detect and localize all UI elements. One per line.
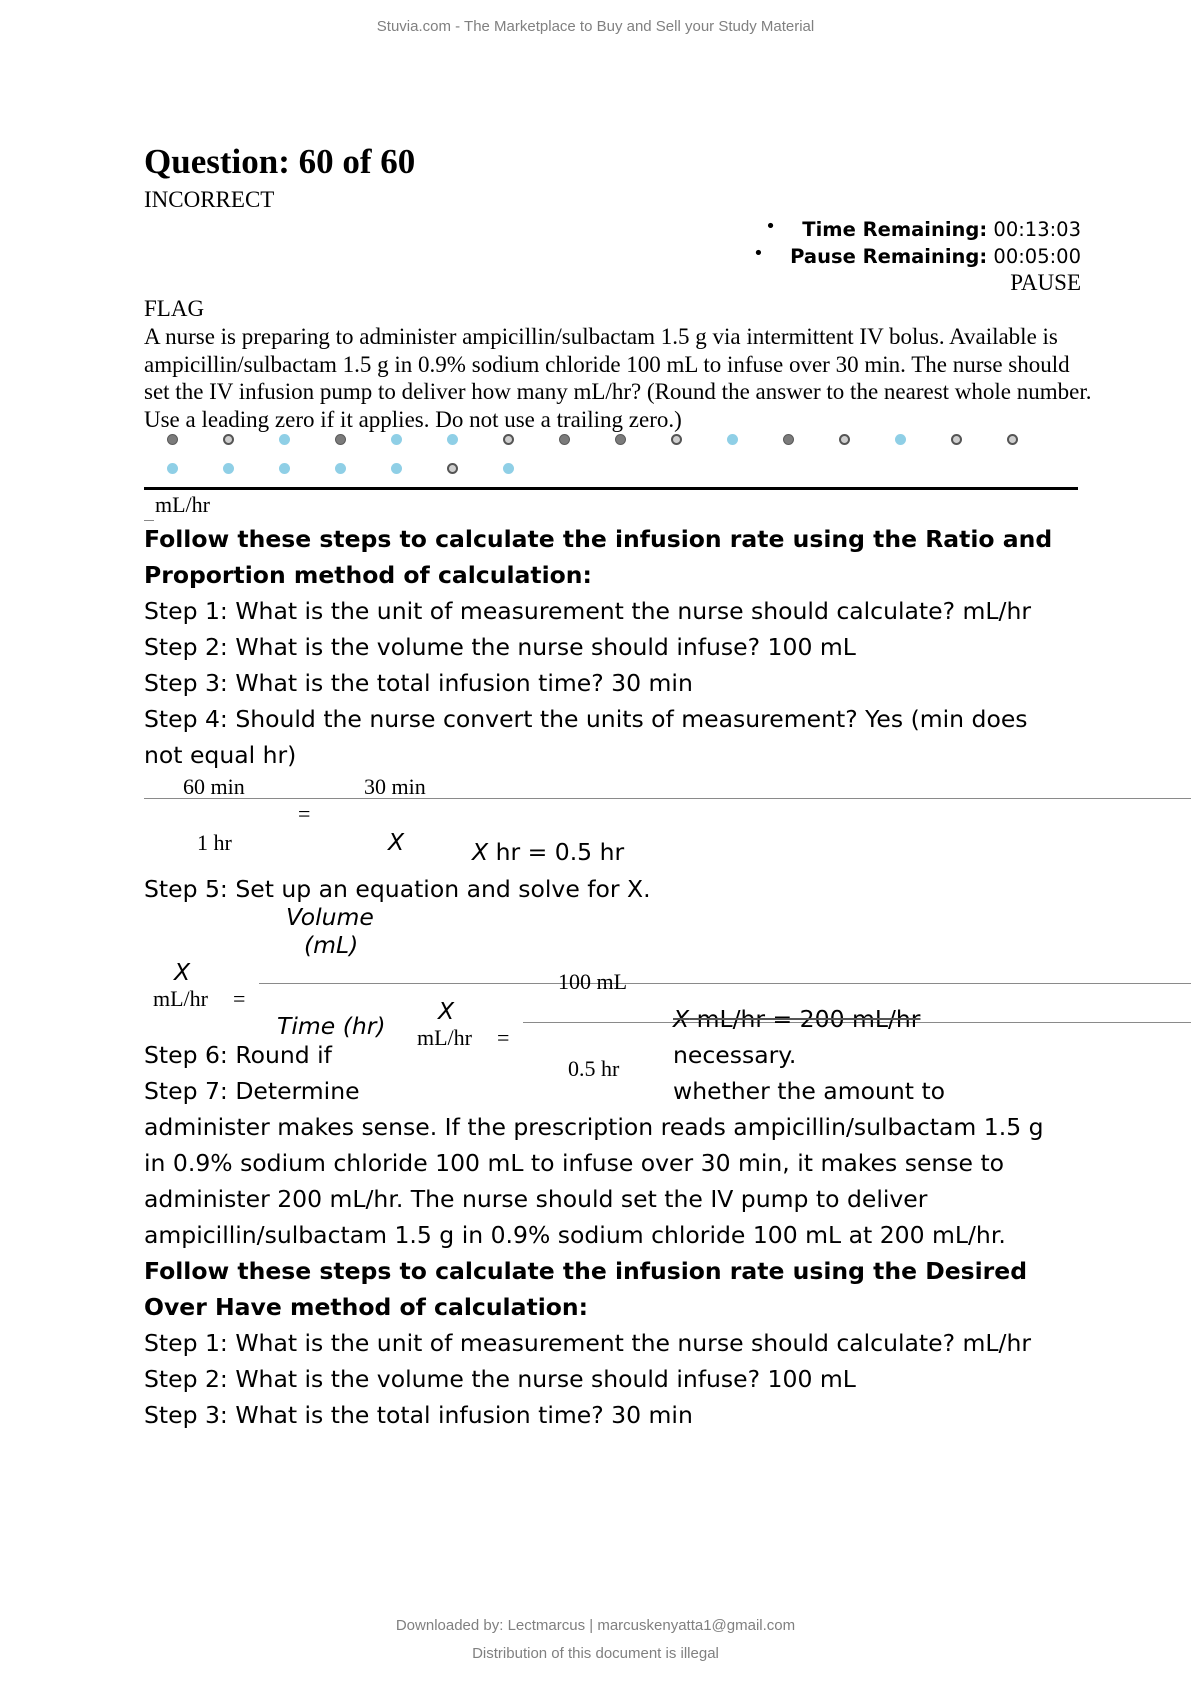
question-nav-dot[interactable] [391,434,402,445]
flag-button[interactable]: FLAG [144,296,205,321]
ratio-step-7-cont: whether the amount to [673,1077,946,1105]
desired-step-1: Step 1: What is the unit of measurement the nurse should calculate? mL/hr [144,1329,1031,1357]
equation-numerator: 100 mL [558,969,628,994]
question-nav-dot[interactable] [727,434,738,445]
ratio-step-7: Step 7: Determine [144,1077,360,1105]
question-nav-dot[interactable] [223,463,234,474]
ratio-heading-2: Proportion method of calculation: [144,561,592,589]
conversion-result-text: hr = 0.5 hr [488,838,625,866]
question-nav-dot[interactable] [279,463,290,474]
question-nav-dot[interactable] [167,463,178,474]
conversion-denominator-left: 1 hr [197,830,232,855]
ratio-step-6-cont: necessary. [673,1041,797,1069]
fraction-rule [144,798,1191,799]
answer-unit: mL/hr [155,492,210,517]
bullet-icon: • [765,216,776,237]
ratio-step-4: Step 4: Should the nurse convert the units of measurement? Yes (min does [144,705,1028,733]
equation-time: Time (hr) [277,1012,386,1040]
conversion-numerator-right: 30 min [364,774,426,799]
time-remaining [765,216,1081,241]
question-nav-dot[interactable] [335,463,346,474]
equation-unit-2: mL/hr [417,1025,472,1050]
question-nav-dot[interactable] [671,434,682,445]
pause-remaining-value: 00:05:00 [993,245,1081,268]
ratio-step-7-line-4: administer 200 mL/hr. The nurse should set the IV pump to deliver [144,1185,928,1213]
answer-marker [144,517,154,521]
equation-volume: Volume [286,903,374,931]
equation-equals-1: = [233,986,246,1011]
ratio-heading-1: Follow these steps to calculate the infusion rate using the Ratio and [144,525,1053,553]
question-nav-dot[interactable] [559,434,570,445]
question-nav-dot[interactable] [951,434,962,445]
distribution-notice: Distribution of this document is illegal [472,1645,719,1662]
ratio-step-7-line-3: in 0.9% sodium chloride 100 mL to infuse over 30 min, it makes sense to [144,1149,1005,1177]
answer-input[interactable] [144,487,1078,490]
equation-denominator: 0.5 hr [568,1056,620,1081]
question-nav-dot[interactable] [447,463,458,474]
ratio-step-5: Step 5: Set up an equation and solve for X. [144,875,651,903]
question-nav-dot[interactable] [895,434,906,445]
ratio-step-7-line-2: administer makes sense. If the prescription reads ampicillin/sulbactam 1.5 g [144,1113,1044,1141]
conversion-equals: = [298,801,311,826]
question-nav-dot[interactable] [783,434,794,445]
question-nav-dot[interactable] [279,434,290,445]
question-text: A nurse is preparing to administer ampicillin/sulbactam 1.5 g via intermittent IV bolus. Available is ampicillin/sulbactam 1.5 g in 0.9% sodium chloride 100 mL to infuse over 30 min. The nurse should set the IV infusion pump to deliver how many mL/hr? (Round the answer to the nearest whole number. Use a leading zero if it applies. Do not use a trailing zero.) [144,324,1092,432]
equation-equals-2: = [497,1025,510,1050]
desired-step-3: Step 3: What is the total infusion time? 30 min [144,1401,693,1429]
equation-x-1: X [174,958,191,986]
ratio-step-2: Step 2: What is the volume the nurse should infuse? 100 mL [144,633,856,661]
desired-heading-2: Over Have method of calculation: [144,1293,589,1321]
question-nav-dot[interactable] [503,463,514,474]
bullet-icon: • [753,243,764,264]
pause-remaining [753,243,1081,268]
question-nav-dot[interactable] [335,434,346,445]
question-title: Question: 60 of 60 [144,142,416,181]
conversion-denominator-right: X [388,828,405,856]
download-notice: Downloaded by: Lectmarcus | marcuskenyatta1@gmail.com [395,1617,796,1634]
desired-heading-1: Follow these steps to calculate the infusion rate using the Desired [144,1257,1028,1285]
equation-result: X mL/hr = 200 mL/hr [673,1005,921,1033]
ratio-step-1: Step 1: What is the unit of measurement the nurse should calculate? mL/hr [144,597,1031,625]
question-nav-dot[interactable] [167,434,178,445]
question-nav-dot[interactable] [391,463,402,474]
ratio-step-6: Step 6: Round if [144,1041,332,1069]
equation-volume-unit: (mL) [304,931,359,959]
fraction-rule [259,983,1191,984]
question-nav-dot[interactable] [447,434,458,445]
conversion-numerator-left: 60 min [183,774,245,799]
status-label: INCORRECT [144,187,275,212]
desired-step-2: Step 2: What is the volume the nurse should infuse? 100 mL [144,1365,856,1393]
ratio-step-7-line-5: ampicillin/sulbactam 1.5 g in 0.9% sodium chloride 100 mL at 200 mL/hr. [144,1221,1006,1249]
question-nav-dot[interactable] [615,434,626,445]
ratio-step-3: Step 3: What is the total infusion time? 30 min [144,669,693,697]
equation-result-text: mL/hr = 200 mL/hr [689,1005,921,1033]
time-remaining-value: 00:13:03 [993,218,1081,241]
pause-remaining-label: Pause Remaining: [790,245,988,268]
page-header: Stuvia.com - The Marketplace to Buy and Sell your Study Material [376,18,815,35]
ratio-step-4-cont: not equal hr) [144,741,297,769]
conversion-result: X hr = 0.5 hr [472,838,625,866]
question-nav-dot[interactable] [1007,434,1018,445]
question-nav-dot[interactable] [839,434,850,445]
question-nav-dot[interactable] [503,434,514,445]
equation-x-2: X [438,997,455,1025]
equation-unit-1: mL/hr [153,986,208,1011]
question-nav-dot[interactable] [223,434,234,445]
pause-button[interactable]: PAUSE [1010,270,1081,295]
time-remaining-label: Time Remaining: [802,218,988,241]
